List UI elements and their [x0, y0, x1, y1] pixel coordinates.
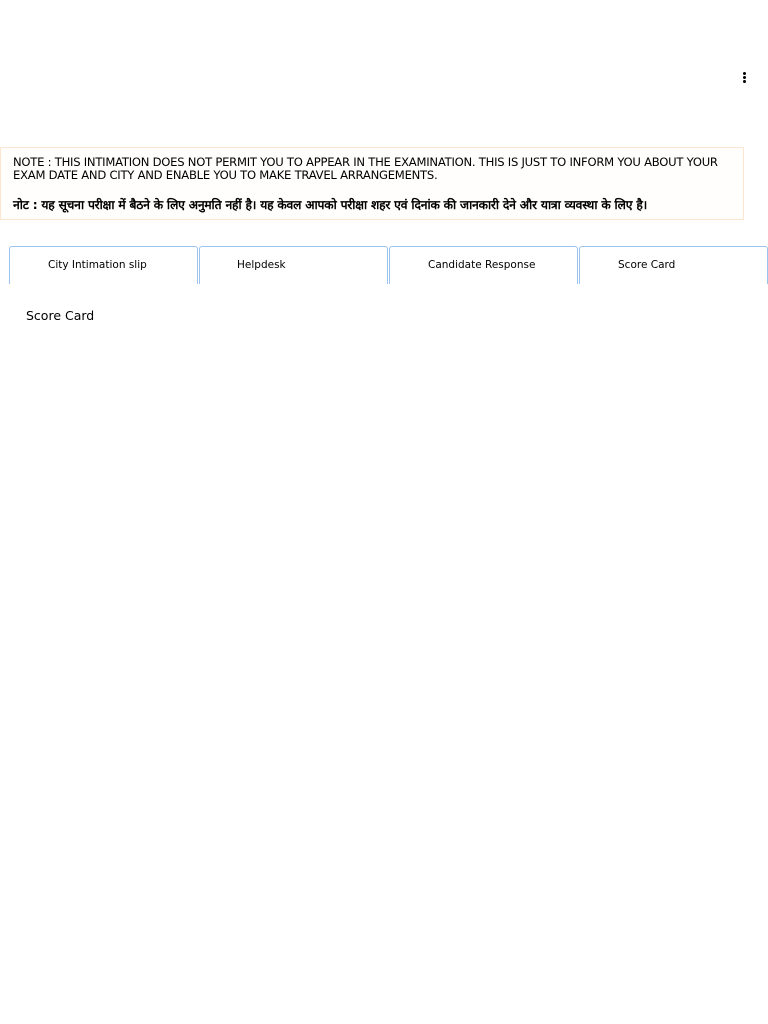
- vertical-ellipsis-icon[interactable]: [737, 70, 751, 86]
- tab-bar: [9, 246, 768, 284]
- tab-label: Score Card: [618, 259, 676, 271]
- tab-score-card[interactable]: [579, 246, 768, 284]
- menu-dot: [743, 72, 746, 75]
- notice-english-text: NOTE : THIS INTIMATION DOES NOT PERMIT YOU TO APPEAR IN THE EXAMINATION. THIS IS JUST TO INFORM YOU ABOUT YOUR EXAM DATE AND CITY AND ENABLE YOU TO MAKE TRAVEL ARRANGEMENTS.: [13, 155, 718, 182]
- tab-label: Candidate Response: [428, 259, 536, 271]
- tab-label: Helpdesk: [237, 259, 286, 271]
- menu-dot: [743, 80, 746, 83]
- tab-city-intimation-slip[interactable]: [9, 246, 198, 284]
- tab-helpdesk[interactable]: [199, 246, 388, 284]
- tab-label: City Intimation slip: [48, 259, 147, 271]
- notice-hindi-text: नोट : यह सूचना परीक्षा में बैठने के लिए अनुमति नहीं है। यह केवल आपको परीक्षा शहर एवं दिनांक की जानकारी देने और यात्रा व्यवस्था के लिए है।: [13, 198, 648, 212]
- section-title: Score Card: [26, 308, 95, 323]
- menu-dot: [743, 76, 746, 79]
- tab-candidate-response[interactable]: [389, 246, 578, 284]
